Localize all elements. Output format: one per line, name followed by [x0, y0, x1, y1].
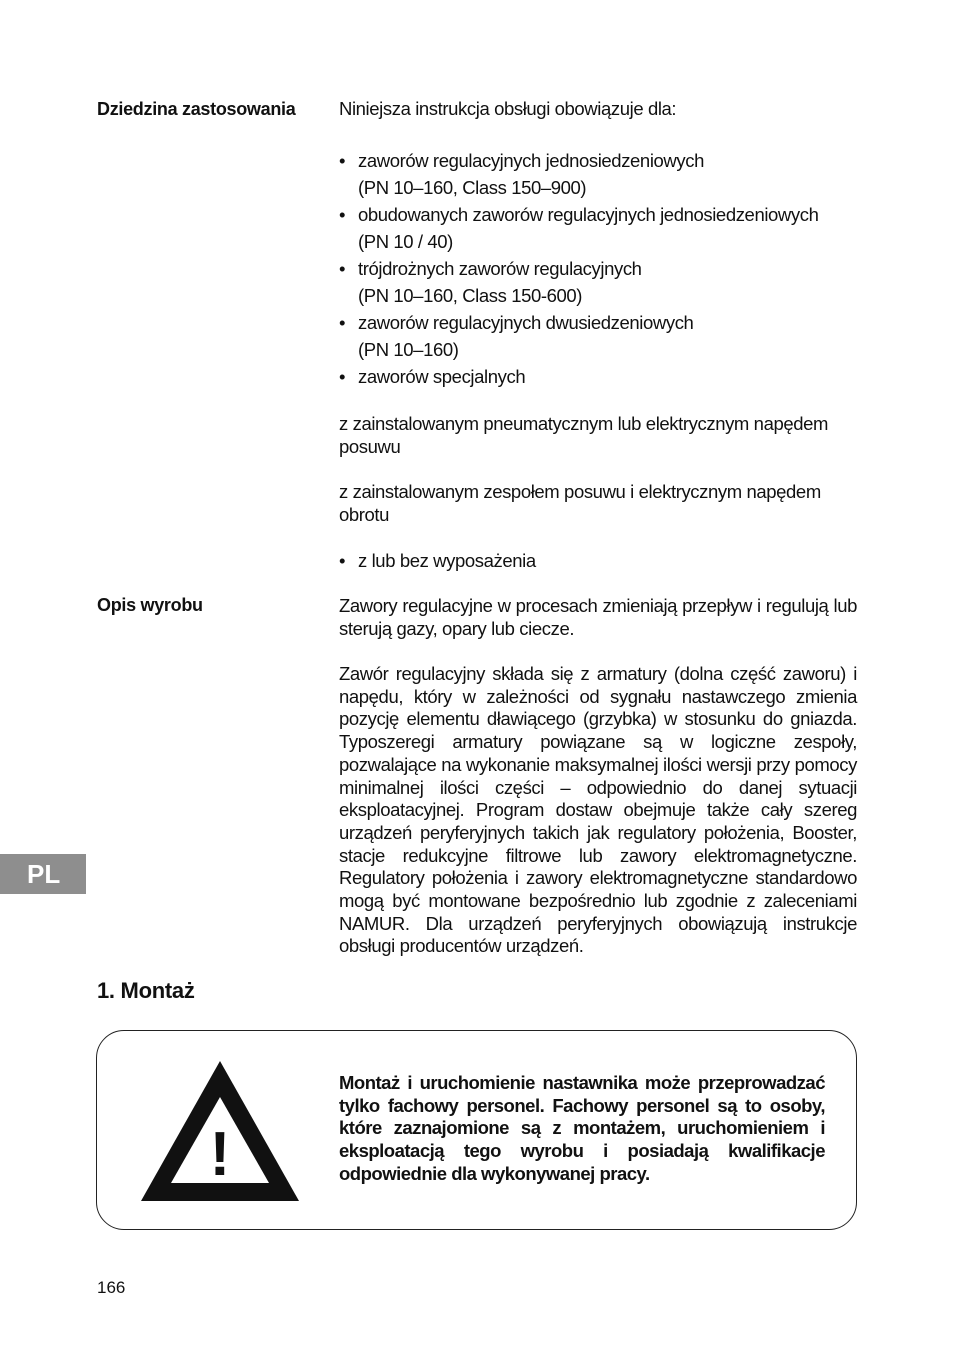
warning-box	[96, 1030, 857, 1230]
page-number: 166	[97, 1278, 126, 1297]
section-heading: 1. Montaż	[97, 978, 195, 1003]
bullet-icon: •	[339, 312, 346, 333]
list-item-subtext: (PN 10–160, Class 150-600)	[358, 285, 583, 306]
list-item	[339, 547, 857, 574]
list-item	[339, 255, 857, 309]
language-tab: PL	[0, 854, 86, 894]
list-item	[339, 363, 857, 390]
bullet-icon: •	[339, 204, 346, 225]
application-area-intro: Niniejsza instrukcja obsługi obowiązuje dla:	[339, 98, 677, 119]
warning-text: Montaż i uruchomienie nastawnika może przeprowadzać tylko fachowy personel. Fachowy personel są to osoby, które zaznajomione są z montażem, uruchomieniem i eksploatacją tego wyrobu i posiadają kwalifikacje odpowiednie dla wykonywanej pracy.	[339, 1072, 825, 1184]
pneumatic-drive-paragraph: z zainstalowanym pneumatycznym lub elektrycznym napędem posuwu	[339, 413, 829, 457]
list-item-subtext: (PN 10–160)	[358, 339, 459, 360]
list-item	[339, 147, 857, 201]
product-description-paragraph-1: Zawory regulacyjne w procesach zmieniają przepływ i regulują lub sterują gazy, opary lub ciecze.	[339, 595, 857, 639]
list-item-text: trójdrożnych zaworów regulacyjnych	[358, 258, 642, 279]
bullet-icon: •	[339, 150, 346, 171]
warning-triangle-icon	[135, 1055, 305, 1207]
exclamation-mark: !	[209, 1120, 231, 1189]
valve-types-list	[339, 147, 857, 390]
list-item	[339, 201, 857, 255]
application-area-label: Dziedzina zastosowania	[97, 99, 296, 119]
list-item	[339, 309, 857, 363]
bullet-icon: •	[339, 258, 346, 279]
rotary-drive-paragraph: z zainstalowanym zespołem posuwu i elektrycznym napędem obrotu	[339, 481, 821, 525]
bullet-icon: •	[339, 366, 346, 387]
list-item-text: z lub bez wyposażenia	[358, 550, 536, 571]
product-description-label: Opis wyrobu	[97, 595, 203, 615]
list-item-text: zaworów regulacyjnych jednosiedzeniowych	[358, 150, 704, 171]
equipment-list	[339, 547, 857, 574]
bullet-icon: •	[339, 550, 346, 571]
product-description-paragraph-2: Zawór regulacyjny składa się z armatury (dolna część zaworu) i napędu, który w zależności od sygnału nastawczego zmienia pozycję elementu dławiącego (grzybka) w stosunku do gniazda. Typoszeregi armatury powiązane są w logiczne zespoły, pozwalające na wykonanie maksymalnej ilości wersji przy pomocy minimalnej ilości części – odpowiednio do danej sytuacji eksploatacyjnej. Program dostaw obejmuje także cały szereg urządzeń peryferyjnych takich jak regulatory położenia, Booster, stacje redukcyjne filtrowe lub zawory elektromagnetyczne. Regulatory położenia i zawory elektromagnetyczne standardowo mogą być montowane bezpośrednio lub zgodnie z zaleceniami NAMUR. Dla urządzeń peryferyjnych obowiązują instrukcje obsługi producentów urządzeń.	[339, 663, 857, 957]
list-item-text: obudowanych zaworów regulacyjnych jednosiedzeniowych	[358, 204, 819, 225]
list-item-subtext: (PN 10–160, Class 150–900)	[358, 177, 587, 198]
list-item-text: zaworów regulacyjnych dwusiedzeniowych	[358, 312, 694, 333]
list-item-text: zaworów specjalnych	[358, 366, 526, 387]
list-item-subtext: (PN 10 / 40)	[358, 231, 453, 252]
